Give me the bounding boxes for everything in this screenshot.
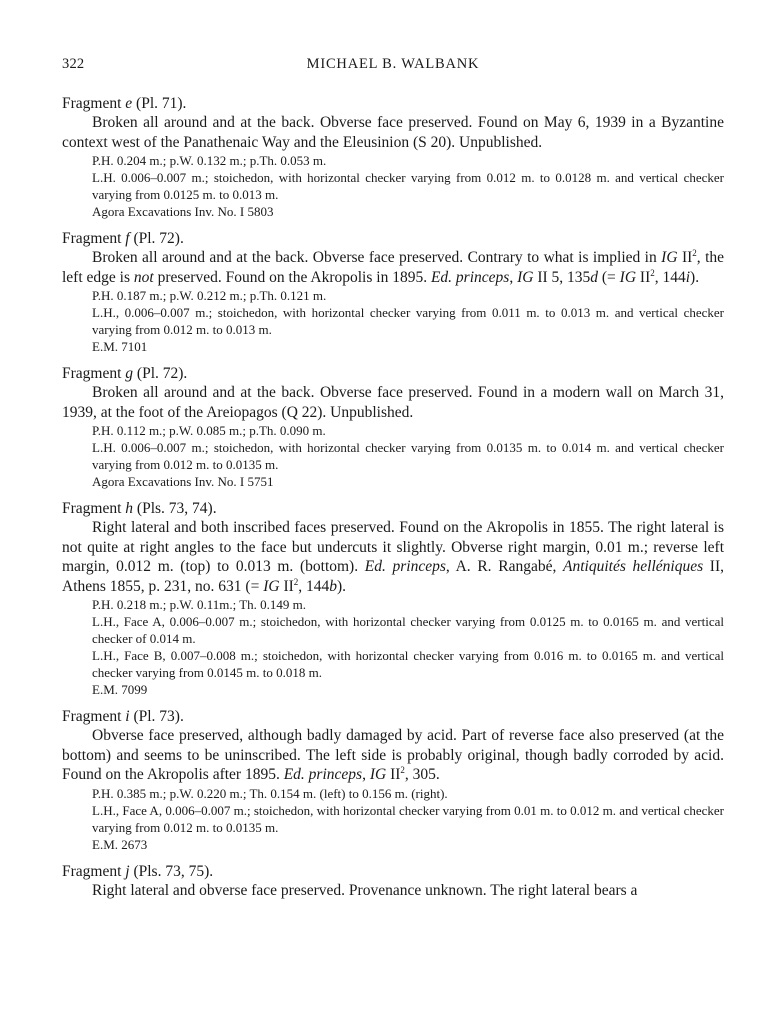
dimensions: P.H. 0.218 m.; p.W. 0.11m.; Th. 0.149 m. (92, 597, 307, 612)
letter-height: L.H., 0.006–0.007 m.; stoichedon, with horizontal checker varying from 0.011 m. to 0.013 m. and vertical checker varying from 0.012 m. to 0.013 m. (92, 305, 724, 337)
fragment-heading: Fragment h (Pls. 73, 74). (62, 500, 217, 517)
fragment-j (62, 862, 724, 901)
fragment-description: Broken all around and at the back. Obverse face preserved. Found on May 6, 1939 in a Byzantine context west of the Panathenaic Way and the Eleusinion (S 20). Unpublished. (62, 114, 724, 151)
inventory-number: E.M. 7101 (92, 339, 148, 354)
fragment-heading: Fragment e (Pl. 71). (62, 95, 187, 112)
fragment-description: Broken all around and at the back. Obverse face preserved. Contrary to what is implied in IG $II^2$, the left edge is not preserved. Found on the Akropolis in 1895. Ed. princeps, IG II 5, 135d (= IG $II^2$, 144i). (62, 248, 724, 286)
fragment-measurements (62, 152, 724, 220)
letter-height: L.H. 0.006–0.007 m.; stoichedon, with horizontal checker varying from 0.012 m. to 0.0128 m. and vertical checker varying from 0.0125 m. to 0.013 m. (92, 170, 724, 202)
running-author: MICHAEL B. WALBANK (306, 56, 480, 72)
fragment-heading: Fragment f (Pl. 72). (62, 230, 184, 247)
page-number: 322 (62, 56, 85, 72)
fragment-g (62, 364, 724, 490)
fragment-measurements (62, 422, 724, 490)
fragment-e (62, 94, 724, 220)
fragment-description: Right lateral and obverse face preserved. Provenance unknown. The right lateral bears a (92, 881, 638, 899)
dimensions: P.H. 0.385 m.; p.W. 0.220 m.; Th. 0.154 m. (left) to 0.156 m. (right). (92, 785, 448, 801)
letter-height: L.H., Face A, 0.006–0.007 m.; stoichedon, with horizontal checker varying from 0.01 m. to 0.012 m. and vertical checker varying from 0.012 m. to 0.0135 m. (92, 802, 724, 835)
inventory-number: Agora Excavations Inv. No. I 5803 (92, 204, 274, 219)
fragment-i (62, 707, 724, 853)
letter-height-face-b: L.H., Face B, 0.007–0.008 m.; stoichedon, with horizontal checker varying from 0.016 m. to 0.0165 m. and vertical checker varying from 0.0145 m. to 0.018 m. (92, 648, 724, 680)
fragment-description: Right lateral and both inscribed faces preserved. Found on the Akropolis in 1855. The right lateral is not quite at right angles to the face but undercuts it slightly. Obverse right margin, 0.01 m.; reverse left margin, 0.012 m. (top) to 0.013 m. (bottom). Ed. princeps, A. R. Rangabé, Antiquités helléniques II, Athens 1855, p. 231, no. 631 (= IG $II^2$, 144b). (62, 519, 725, 595)
inventory-number: Agora Excavations Inv. No. I 5751 (92, 474, 274, 489)
fragment-description: Broken all around and at the back. Obverse face preserved. Found in a modern wall on March 31, 1939, at the foot of the Areiopagos (Q 22). Unpublished. (62, 384, 724, 421)
fragment-f (62, 229, 724, 355)
inventory-number: E.M. 2673 (92, 836, 148, 852)
fragment-measurements (62, 287, 724, 355)
fragment-h (62, 499, 724, 698)
body-text (62, 94, 724, 909)
running-header (62, 56, 724, 76)
fragment-heading: Fragment j (Pls. 73, 75). (62, 862, 214, 880)
dimensions: P.H. 0.204 m.; p.W. 0.132 m.; p.Th. 0.053 m. (92, 153, 327, 168)
dimensions: P.H. 0.187 m.; p.W. 0.212 m.; p.Th. 0.121 m. (92, 288, 327, 303)
fragment-description: Obverse face preserved, although badly damaged by acid. Part of reverse face also preserved (at the bottom) and seems to be uninscribed. The left side is probably original, though badly corroded by acid. Found on the Akropolis after 1895. Ed. princeps, IG $II^2$, 305. (62, 727, 724, 783)
fragment-measurements (62, 596, 724, 698)
letter-height: L.H. 0.006–0.007 m.; stoichedon, with horizontal checker varying from 0.0135 m. to 0.014 m. and vertical checker varying from 0.012 m. to 0.0135 m. (92, 440, 724, 472)
dimensions: P.H. 0.112 m.; p.W. 0.085 m.; p.Th. 0.090 m. (92, 423, 326, 438)
fragment-heading: Fragment g (Pl. 72). (62, 365, 188, 382)
fragment-measurements (62, 785, 724, 853)
fragment-heading: Fragment i (Pl. 73). (62, 708, 184, 725)
inventory-number: E.M. 7099 (92, 682, 148, 697)
letter-height-face-a: L.H., Face A, 0.006–0.007 m.; stoichedon, with horizontal checker varying from 0.0125 m. to 0.0165 m. and vertical checker of 0.014 m. (92, 614, 724, 646)
